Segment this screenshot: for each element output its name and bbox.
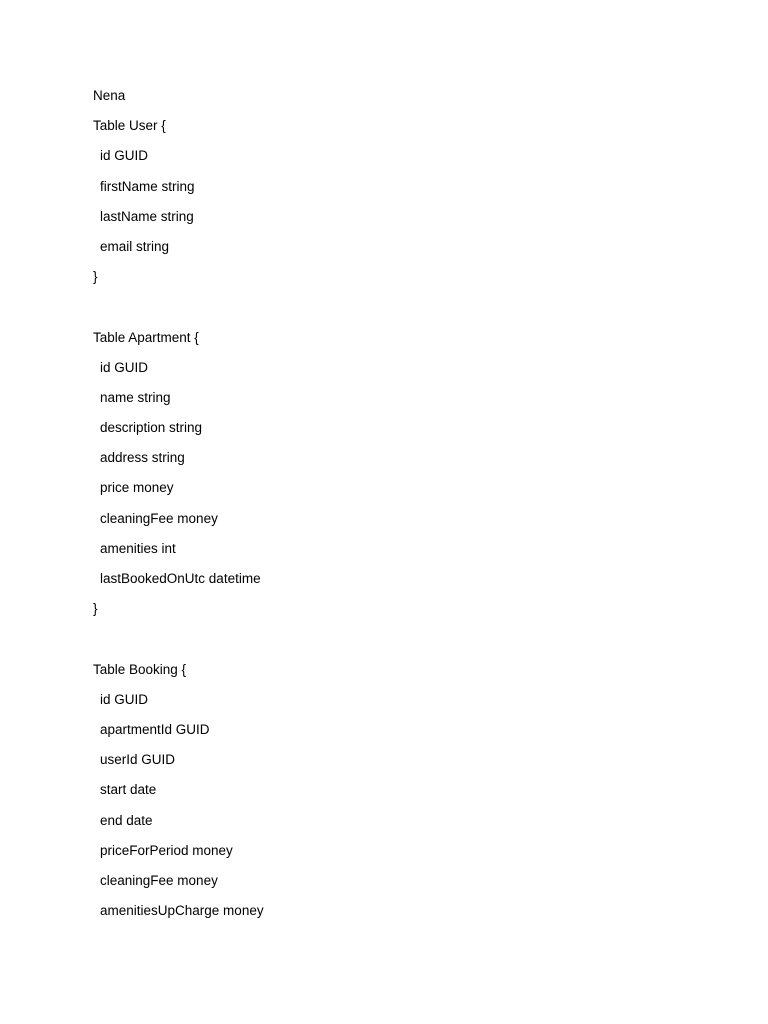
table-user-field: lastName string bbox=[100, 208, 194, 224]
table-booking-field: cleaningFee money bbox=[100, 872, 218, 888]
table-user-field: id GUID bbox=[100, 148, 149, 164]
table-user-field: firstName string bbox=[100, 178, 195, 194]
table-apartment-footer: } bbox=[93, 601, 98, 617]
table-booking-field: priceForPeriod money bbox=[100, 842, 233, 858]
table-booking-field: amenitiesUpCharge money bbox=[100, 903, 264, 919]
table-booking-field: apartmentId GUID bbox=[100, 721, 210, 737]
table-user-block bbox=[93, 115, 693, 296]
table-user-footer: } bbox=[93, 269, 98, 285]
table-apartment-block bbox=[93, 327, 693, 629]
table-apartment-field: lastBookedOnUtc datetime bbox=[100, 571, 261, 586]
table-apartment-field: price money bbox=[100, 480, 174, 496]
table-booking-field: userId GUID bbox=[100, 752, 176, 768]
table-apartment-field: address string bbox=[100, 450, 185, 466]
table-booking-header: Table Booking { bbox=[93, 661, 187, 677]
table-apartment-field: cleaningFee money bbox=[100, 510, 218, 526]
table-apartment-field: description string bbox=[100, 420, 203, 436]
table-booking-field: id GUID bbox=[100, 691, 149, 707]
table-apartment-header: Table Apartment { bbox=[93, 329, 199, 345]
table-booking-field: end date bbox=[100, 812, 153, 828]
table-user-header: Table User { bbox=[93, 118, 166, 134]
table-user-field: email string bbox=[100, 238, 170, 254]
blank-line bbox=[93, 628, 693, 658]
table-booking-field: start date bbox=[100, 782, 157, 798]
blank-line bbox=[93, 296, 693, 326]
table-apartment-field: name string bbox=[100, 389, 171, 405]
table-booking-block bbox=[93, 659, 693, 931]
document-page bbox=[93, 85, 693, 930]
table-apartment-field: id GUID bbox=[100, 359, 149, 375]
table-apartment-field: amenities int bbox=[100, 540, 176, 556]
author-name: Nena bbox=[93, 88, 126, 103]
